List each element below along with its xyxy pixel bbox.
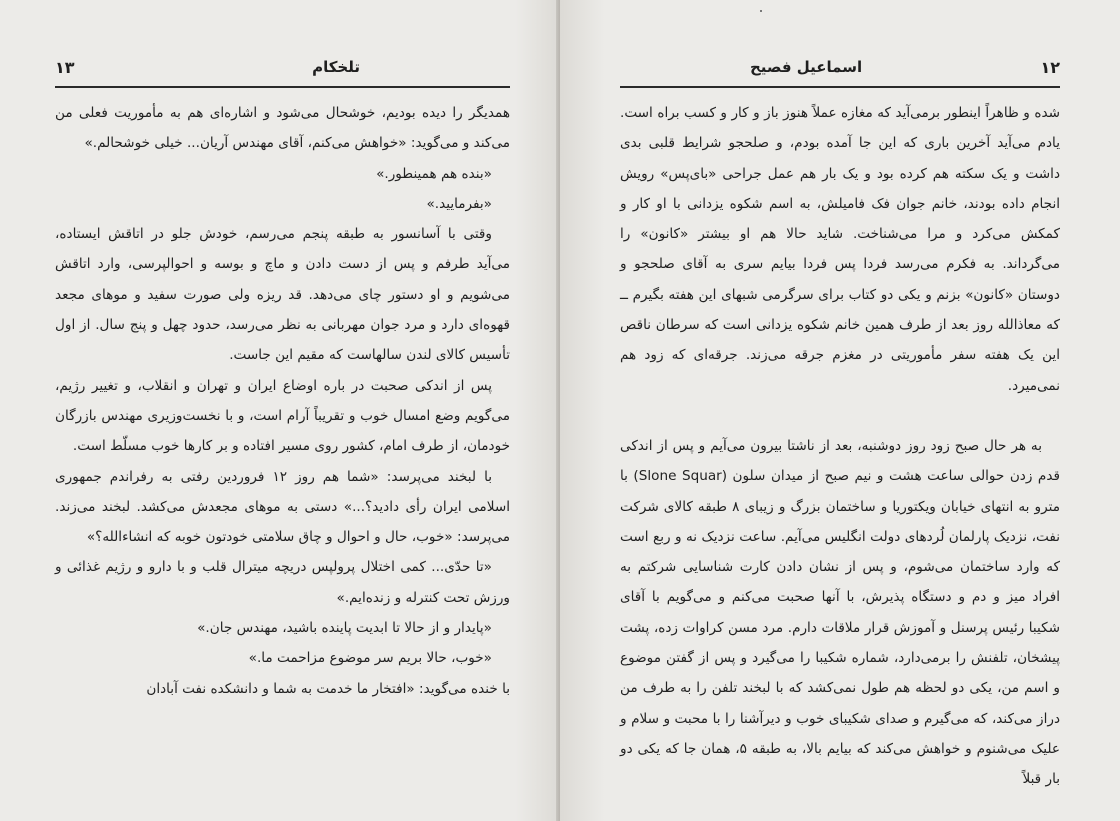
right-running-title: اسماعیل فصیح bbox=[750, 58, 863, 76]
paragraph: با خنده می‌گوید: «افتخار ما خدمت به شما و دانشکده نفت آبادان bbox=[146, 680, 510, 697]
paragraph: پس از اندکی صحبت در باره اوضاع ایران و تهران و انقلاب، و تغییر رژیم، می‌گویم وضع امسال خوب و تقریباً آرام است، و با نخست‌وزیری مهندس بازرگان خودمان، از طرف امام، کشور روی مسیر افتاده و بر کارها خوب مسلّط است. bbox=[55, 377, 510, 455]
paragraph: همدیگر را دیده بودیم، خوشحال می‌شود و اشاره‌ای هم به مأموریت فعلی من می‌کند و می‌گوید: «خواهش می‌کنم، آقای مهندس آریان... خیلی خوشحالم.» bbox=[55, 105, 510, 152]
paragraph: «پایدار و از حالا تا ابدیت پاینده باشید، مهندس جان.» bbox=[197, 620, 492, 637]
paragraph: «تا حدّی... کمی اختلال پرولپس دریچه میترال قلب و با دارو و رژیم غذائی و ورزش تحت کنترله و زنده‌ایم.» bbox=[55, 559, 510, 606]
paragraph: به هر حال صبح زود روز دوشنبه، بعد از ناشتا بیرون می‌آیم و پس از اندکی قدم زدن حوالی ساعت هشت و نیم صبح از میدان سلون (Slone Squar) با مترو به انتهای خیابان ویکتوریا و ساختمان بزرگ و زیبای ۸ طبقه کالای شرکت نفت، نزدیک پارلمان لُردهای دولت انگلیس می‌آیم. ساعت نزدیک نه و ربع است که وارد ساختمان می‌شوم، و پس از نشان دادن کارت شناسایی شرکتم به افراد میز و دم و دستگاه پذیرش، با آنها صحبت می‌کنم و می‌گویم با آقای شکیبا رئیس پرسنل و آموزش قرار ملاقات دارم. مرد مسن کراوات زده، پشت پیشخان، تلفنش را برمی‌دارد، شماره شکیبا را می‌گیرد و پس از گفتن موضوع و اسم من، یکی دو لحظه هم طول نمی‌کشد که با لبخند تلفن را به طرف من دراز می‌کند، که می‌گیرم و صدای شکیبای خوب و دیرآشنا را با محبت و سلام و علیک می‌شنوم و خواهش می‌کند که بیایم بالا، به طبقه ۵، همان جا که یکی دو بار قبلاً bbox=[620, 437, 1060, 788]
left-page-number: ۱۳ bbox=[55, 58, 75, 77]
right-page-body bbox=[620, 98, 1060, 795]
left-header-rule bbox=[55, 86, 510, 88]
left-page-body bbox=[55, 98, 510, 704]
paragraph: شده و ظاهراً اینطور برمی‌آید که مغازه عملاً هنوز باز و کار و کسب براه است. یادم می‌آید آخرین باری که این جا آمده بودم، و صلحجو شرایط قلبی بدی داشت و یک سکته هم کرده بود و یک بار هم عمل جراحی «بای‌پس» رویش انجام داده بودند، خانم جوان فک فامیلش، به اسم شکوه یزدانی با او کار و کمکش می‌کرد و مرا می‌شناخت. شاید حالا هم او بیشتر «کانون» را می‌گرداند. به فکرم می‌رسد فردا پس فردا بیایم سری به آقای صلحجو و دوستان «کانون» بزنم و یکی دو کتاب برای سرگرمی شبهای این هفته بگیرم ــ که معاذالله روز بعد از طرف همین خانم شکوه یزدانی است که سرطان ناقص این یک هفته سفر مأموریتی در مغزم جرقه می‌زند. جرقه‌ای که زود هم نمی‌میرد. bbox=[620, 105, 1060, 394]
paragraph: «بنده هم همینطور.» bbox=[376, 165, 492, 182]
right-page-number: ۱۲ bbox=[1040, 58, 1060, 77]
paragraph: با لبخند می‌پرسد: «شما هم روز ۱۲ فروردین رفتی به رفراندم جمهوری اسلامی ایران رأی دادید؟...» دستی به موهای مجعدش می‌کشد. لبخند می‌زند. می‌پرسد: «خوب، حال و احوال و چاق سلامتی خودتون خوبه که انشاءالله؟» bbox=[55, 468, 510, 546]
left-running-title: تلخکام bbox=[312, 58, 360, 76]
paragraph: «خوب، حالا بریم سر موضوع مزاحمت ما.» bbox=[248, 650, 492, 667]
right-header-rule bbox=[620, 86, 1060, 88]
paragraph: وقتی با آسانسور به طبقه پنجم می‌رسم، خودش جلو در اتاقش ایستاده، می‌آید طرفم و پس از دست دادن و ماچ و بوسه و احوالپرسی، وارد اتاقش می‌شویم و او دستور چای می‌دهد. قد ریزه ولی صورت سفید و موهای مجعد قهوه‌ای دارد و مرد جوان مهربانی به نظر می‌رسد، حدود چهل و پنج سال. از اول تأسیس کالای لندن سالهاست که مقیم این جاست. bbox=[55, 226, 510, 364]
left-page-header bbox=[55, 58, 510, 84]
right-page bbox=[560, 0, 1120, 821]
right-page-header bbox=[620, 58, 1060, 84]
ink-speck bbox=[760, 10, 762, 12]
paragraph: «بفرمایید.» bbox=[426, 195, 492, 212]
